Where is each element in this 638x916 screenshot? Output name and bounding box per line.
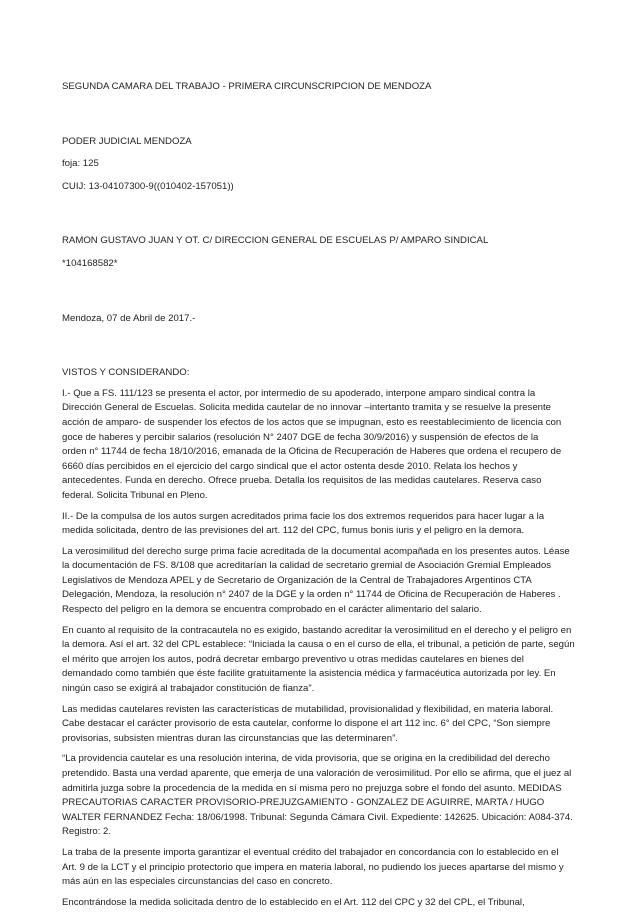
paragraph-line: demandado como también que éste facilite gratuitamente la asistencia médica y farmacéutica autorizada por ley. En (62, 668, 556, 680)
case-title: RAMON GUSTAVO JUAN Y OT. C/ DIRECCION GENERAL DE ESCUELAS P/ AMPARO SINDICAL (62, 235, 489, 247)
paragraph (62, 624, 582, 697)
spacer (62, 194, 582, 234)
paragraph-line: La verosimilitud del derecho surge prima facie acreditada de la documental acompañada en los presentes autos. Léase (62, 545, 570, 557)
section-heading: VISTOS Y CONSIDERANDO: (62, 367, 190, 379)
paragraph-line: admitirla juzga sobre la procedencia de la medida en sí misma pero no prejuzga sobre el fondo del asunto. MEDIDAS (62, 782, 562, 794)
spacer (62, 172, 582, 180)
paragraph-line: En cuanto al requisito de la contracautela no es exigido, bastando acreditar la verosimilitud en el derecho y el peligro en (62, 624, 572, 636)
paragraph-line: ningún caso se exigirá al trabajador constitución de fianza”. (62, 683, 315, 695)
paragraph-line: acción de amparo- de suspender los efectos de los actos que se impugnan, esto es reestablecimiento de licencia con (62, 416, 562, 428)
paragraph (62, 752, 582, 840)
spacer (62, 149, 582, 157)
paragraph-line: II.- De la compulsa de los autos surgen acreditados prima facie los dos extremos requeridos para hacer lugar a la (62, 510, 545, 522)
paragraph-line: Cabe destacar el carácter provisorio de esta cautelar, conforme lo dispone el art 112 inc. 6° del CPC, “Son siempre (62, 718, 551, 730)
document-date: Mendoza, 07 de Abril de 2017.- (62, 312, 196, 324)
paragraph (62, 545, 582, 618)
paragraph-line: Las medidas cautelares revisten las características de mutabilidad, provisionalidad y flexibilidad, en materia laboral. (62, 703, 554, 715)
paragraph-line: 6660 días percibidos en el ejercicio del cargo sindical que el actor ostenta desde 2010. Relata los hechos y (62, 460, 518, 472)
document-page (62, 80, 582, 916)
paragraph-line: goce de haberes y percibir salarios (resolución N° 2407 DGE de fecha 30/9/2016) y suspensión de efectos de la (62, 431, 539, 443)
paragraph-line: más aún en las especiales circunstancias del caso en concreto. (62, 876, 333, 888)
spacer (62, 326, 582, 366)
paragraph-line: el mérito que arrojen los autos, podrá decretar embargo preventivo u otras medidas cautelares en bienes del (62, 653, 524, 665)
paragraph-line: antecedentes. Funda en derecho. Ofrece prueba. Detalla los requisitos de las medidas cautelares. Reserva caso (62, 475, 542, 487)
paragraph-line: Encontrándose la medida solicitada dentro de lo establecido en el Art. 112 del CPC y 32 del CPL, el Tribunal, (62, 896, 525, 908)
paragraph-line: PRECAUTORIAS CARACTER PROVISORIO-PREJUZGAMIENTO - GONZALEZ DE AGUIRRE, MARTA / HUGO (62, 797, 545, 809)
paragraph-line: orden n° 11744 de fecha 18/10/2016, emanada de la Oficina de Recuperación de Haberes que ordena el recupero de (62, 446, 562, 458)
paragraph-line: la documentación de FS. 8/108 que acreditarían la calidad de secretario gremial de Asociación Gremial Empleados (62, 560, 552, 572)
paragraph-line: federal. Solicita Tribunal en Pleno. (62, 489, 208, 501)
paragraph (62, 510, 582, 539)
paragraph-line: pretendido. Basta una verdad aparente, que emerja de una valoración de verosimilitud. Por ello se afirma, que el juez al (62, 768, 572, 779)
spacer (62, 95, 582, 135)
paragraph-line: Art. 9 de la LCT y el principio protectorio que impera en materia laboral, no pudiendo los jueces apartarse del mismo y (62, 861, 564, 873)
foja-number: foja: 125 (62, 158, 99, 170)
spacer (62, 249, 582, 257)
case-number: *104168582* (62, 257, 118, 269)
paragraph-line: la demora. Así el art. 32 del CPL establece: “Iniciada la causa o en el curso de ella, el tribunal, a petición de parte, según (62, 639, 575, 651)
paragraph (62, 846, 582, 890)
paragraph (62, 896, 582, 911)
paragraph-line: Registro: 2. (62, 826, 112, 838)
spacer (62, 272, 582, 312)
paragraph-line: Delegación, Mendoza, la resolución n° 2407 de la DGE y la orden n° 11744 de Oficina de Recuperación de Haberes . (62, 589, 561, 601)
court-heading: SEGUNDA CAMARA DEL TRABAJO - PRIMERA CIRCUNSCRIPCION DE MENDOZA (62, 81, 432, 92)
cuij-number: CUIJ: 13-04107300-9((010402-157051)) (62, 180, 234, 192)
institution-heading: PODER JUDICIAL MENDOZA (62, 135, 192, 147)
paragraph-line: “La providencia cautelar es una resolución interina, de vida provisoria, que se origina en la credibilidad del derecho (62, 753, 550, 765)
paragraph (62, 703, 582, 747)
paragraph-line: WALTER FERNANDEZ Fecha: 18/06/1998. Tribunal: Segunda Cámara Civil. Expediente: 142625. Ubicación: A084-374. (62, 811, 573, 823)
paragraph-line: medida solicitada, dentro de las previsiones del art. 112 del CPC, fumus bonis iuris y el peligro en la demora. (62, 525, 525, 537)
paragraph-line: Legislativos de Mendoza APEL y de Secretario de Organización de la Central de Trabajadores Argentinos CTA (62, 574, 532, 586)
paragraph-line: Dirección General de Escuelas. Solicita medida cautelar de no innovar –intertanto tramita y se resuelve la presente (62, 402, 552, 414)
paragraph-line: Respecto del peligro en la demora se encuentra comprobado en el carácter alimentario del salario. (62, 604, 482, 616)
paragraph-line: provisorias, subsisten mientras duran las circunstancias que las determinaren”. (62, 732, 398, 744)
paragraph-line: La traba de la presente importa garantizar el eventual crédito del trabajador en concordancia con lo establecido en el (62, 846, 559, 858)
paragraph-line: I.- Que a FS. 111/123 se presenta el actor, por intermedio de su apoderado, interpone amparo sindical contra la (62, 387, 536, 399)
body-paragraphs (62, 387, 582, 911)
paragraph (62, 387, 582, 504)
